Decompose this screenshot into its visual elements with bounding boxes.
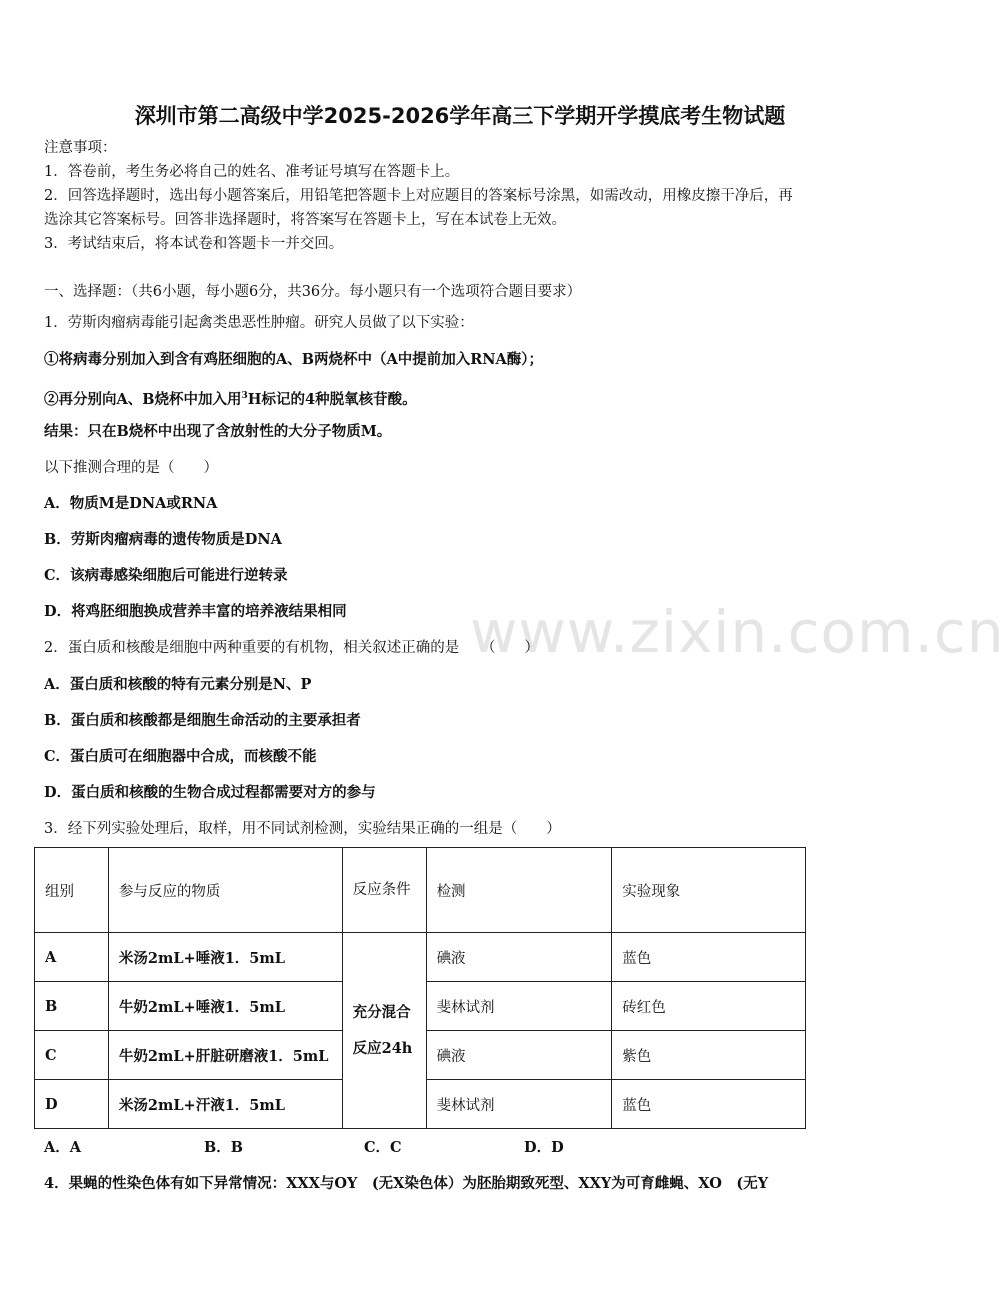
q3-option-b: B．B bbox=[204, 1139, 244, 1156]
cell-group: C bbox=[35, 1031, 109, 1080]
table-header-row bbox=[35, 848, 806, 933]
page-title: 深圳市第二高级中学2025-2026学年高三下学期开学摸底考生物试题 bbox=[134, 104, 786, 128]
cell-test: 斐林试剂 bbox=[426, 1080, 612, 1129]
q3-option-a: A．A bbox=[44, 1139, 82, 1156]
cell-result: 紫色 bbox=[612, 1031, 806, 1080]
cell-group: A bbox=[35, 933, 109, 982]
q1-stem: 1．劳斯肉瘤病毒能引起禽类患恶性肿瘤。研究人员做了以下实验： bbox=[44, 315, 474, 331]
q1-step2-prefix: ②再分别向A、B烧杯中加入用 bbox=[44, 390, 242, 408]
cell-result: 蓝色 bbox=[612, 933, 806, 982]
q3-option-c: C．C bbox=[364, 1139, 402, 1156]
q1-step2 bbox=[44, 386, 417, 410]
cell-group: D bbox=[35, 1080, 109, 1129]
q2-option-a: A．蛋白质和核酸的特有元素分别是N、P bbox=[44, 676, 312, 693]
note-item-3: 3．考试结束后，将本试卷和答题卡一并交回。 bbox=[44, 236, 344, 252]
header-condition: 反应条件 bbox=[342, 848, 426, 933]
q3-option-d: D．D bbox=[524, 1139, 564, 1156]
q1-result: 结果：只在B烧杯中出现了含放射性的大分子物质M。 bbox=[44, 423, 392, 440]
watermark: www.zixin.com.cn bbox=[470, 598, 1005, 666]
experiment-table bbox=[34, 847, 806, 1129]
cell-test: 碘液 bbox=[426, 933, 612, 982]
cell-substance: 牛奶2mL+肝脏研磨液1．5mL bbox=[108, 1031, 342, 1080]
q1-option-c: C．该病毒感染细胞后可能进行逆转录 bbox=[44, 567, 288, 584]
q1-step2-superscript: 3 bbox=[241, 391, 248, 401]
q1-option-b: B．劳斯肉瘤病毒的遗传物质是DNA bbox=[44, 531, 282, 548]
header-substance: 参与反应的物质 bbox=[108, 848, 342, 933]
note-item-2-cont: 选涂其它答案标号。回答非选择题时，将答案写在答题卡上，写在本试卷上无效。 bbox=[44, 212, 566, 228]
cell-test: 碘液 bbox=[426, 1031, 612, 1080]
q1-step1: ①将病毒分别加入到含有鸡胚细胞的A、B两烧杯中（A中提前加入RNA酶）； bbox=[44, 351, 544, 368]
header-group: 组别 bbox=[35, 848, 109, 933]
cell-substance: 牛奶2mL+唾液1．5mL bbox=[108, 982, 342, 1031]
note-item-2: 2．回答选择题时，选出每小题答案后，用铅笔把答题卡上对应题目的答案标号涂黑，如需改动，用橡皮擦干净后，再 bbox=[44, 188, 793, 204]
q1-option-a: A．物质M是DNA或RNA bbox=[44, 495, 218, 512]
q2-option-c: C．蛋白质可在细胞器中合成，而核酸不能 bbox=[44, 748, 317, 765]
notes-heading: 注意事项： bbox=[44, 140, 117, 156]
q1-ask: 以下推测合理的是（ ） bbox=[44, 460, 218, 476]
note-item-1: 1．答卷前，考生务必将自己的姓名、准考证号填写在答题卡上。 bbox=[44, 164, 460, 180]
cell-test: 斐林试剂 bbox=[426, 982, 612, 1031]
cell-result: 砖红色 bbox=[612, 982, 806, 1031]
q2-option-d: D．蛋白质和核酸的生物合成过程都需要对方的参与 bbox=[44, 784, 376, 801]
header-result: 实验现象 bbox=[612, 848, 806, 933]
cell-result: 蓝色 bbox=[612, 1080, 806, 1129]
cell-substance: 米汤2mL+唾液1．5mL bbox=[108, 933, 342, 982]
header-test: 检测 bbox=[426, 848, 612, 933]
table-row bbox=[35, 933, 806, 982]
cell-group: B bbox=[35, 982, 109, 1031]
q2-option-b: B．蛋白质和核酸都是细胞生命活动的主要承担者 bbox=[44, 712, 361, 729]
q3-stem: 3．经下列实验处理后，取样，用不同试剂检测，实验结果正确的一组是（ ） bbox=[44, 821, 561, 837]
q2-stem: 2．蛋白质和核酸是细胞中两种重要的有机物，相关叙述正确的是 （ ） bbox=[44, 640, 539, 656]
section-heading: 一、选择题：（共6小题，每小题6分，共36分。每小题只有一个选项符合题目要求） bbox=[44, 284, 582, 300]
cell-substance: 米汤2mL+汗液1．5mL bbox=[108, 1080, 342, 1129]
q4-stem: 4．果蝇的性染色体有如下异常情况：XXX与OY (无X染色体）为胚胎期致死型、XXY为可育雌蝇、XO (无Y bbox=[44, 1175, 769, 1192]
q1-option-d: D．将鸡胚细胞换成营养丰富的培养液结果相同 bbox=[44, 603, 347, 620]
q1-step2-suffix: H标记的4种脱氧核苷酸。 bbox=[247, 390, 417, 408]
cell-condition-merged: 充分混合反应24h bbox=[342, 933, 426, 1129]
